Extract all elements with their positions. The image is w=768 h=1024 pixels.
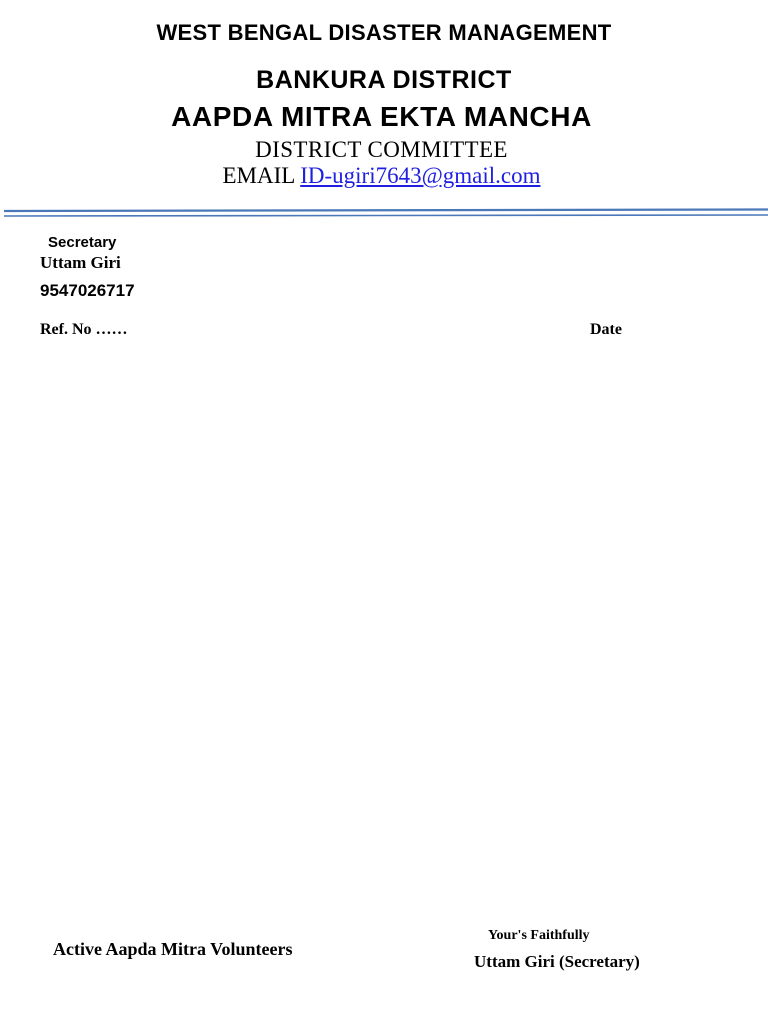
secretary-phone: 9547026717 bbox=[40, 281, 135, 300]
email-line bbox=[0, 163, 763, 189]
header-divider bbox=[0, 206, 768, 222]
organization-heading: WEST BENGAL DISASTER MANAGEMENT bbox=[156, 20, 612, 45]
closing-text: Your's Faithfully bbox=[488, 928, 590, 943]
divider-line-bottom bbox=[4, 215, 768, 216]
date-label: Date bbox=[590, 321, 622, 338]
secretary-title: Secretary bbox=[48, 234, 117, 251]
district-heading: BANKURA DISTRICT bbox=[256, 66, 512, 94]
email-label: EMAIL bbox=[222, 163, 295, 188]
secretary-name: Uttam Giri bbox=[40, 253, 121, 272]
forum-heading: AAPDA MITRA EKTA MANCHA bbox=[171, 101, 592, 132]
ref-no-label: Ref. No …… bbox=[40, 321, 128, 338]
signature-text: Uttam Giri (Secretary) bbox=[474, 952, 640, 971]
volunteers-text: Active Aapda Mitra Volunteers bbox=[53, 939, 293, 959]
divider-line-top bbox=[4, 210, 768, 212]
email-link[interactable]: ID-ugiri7643@gmail.com bbox=[300, 163, 541, 188]
committee-heading: DISTRICT COMMITTEE bbox=[255, 137, 508, 162]
